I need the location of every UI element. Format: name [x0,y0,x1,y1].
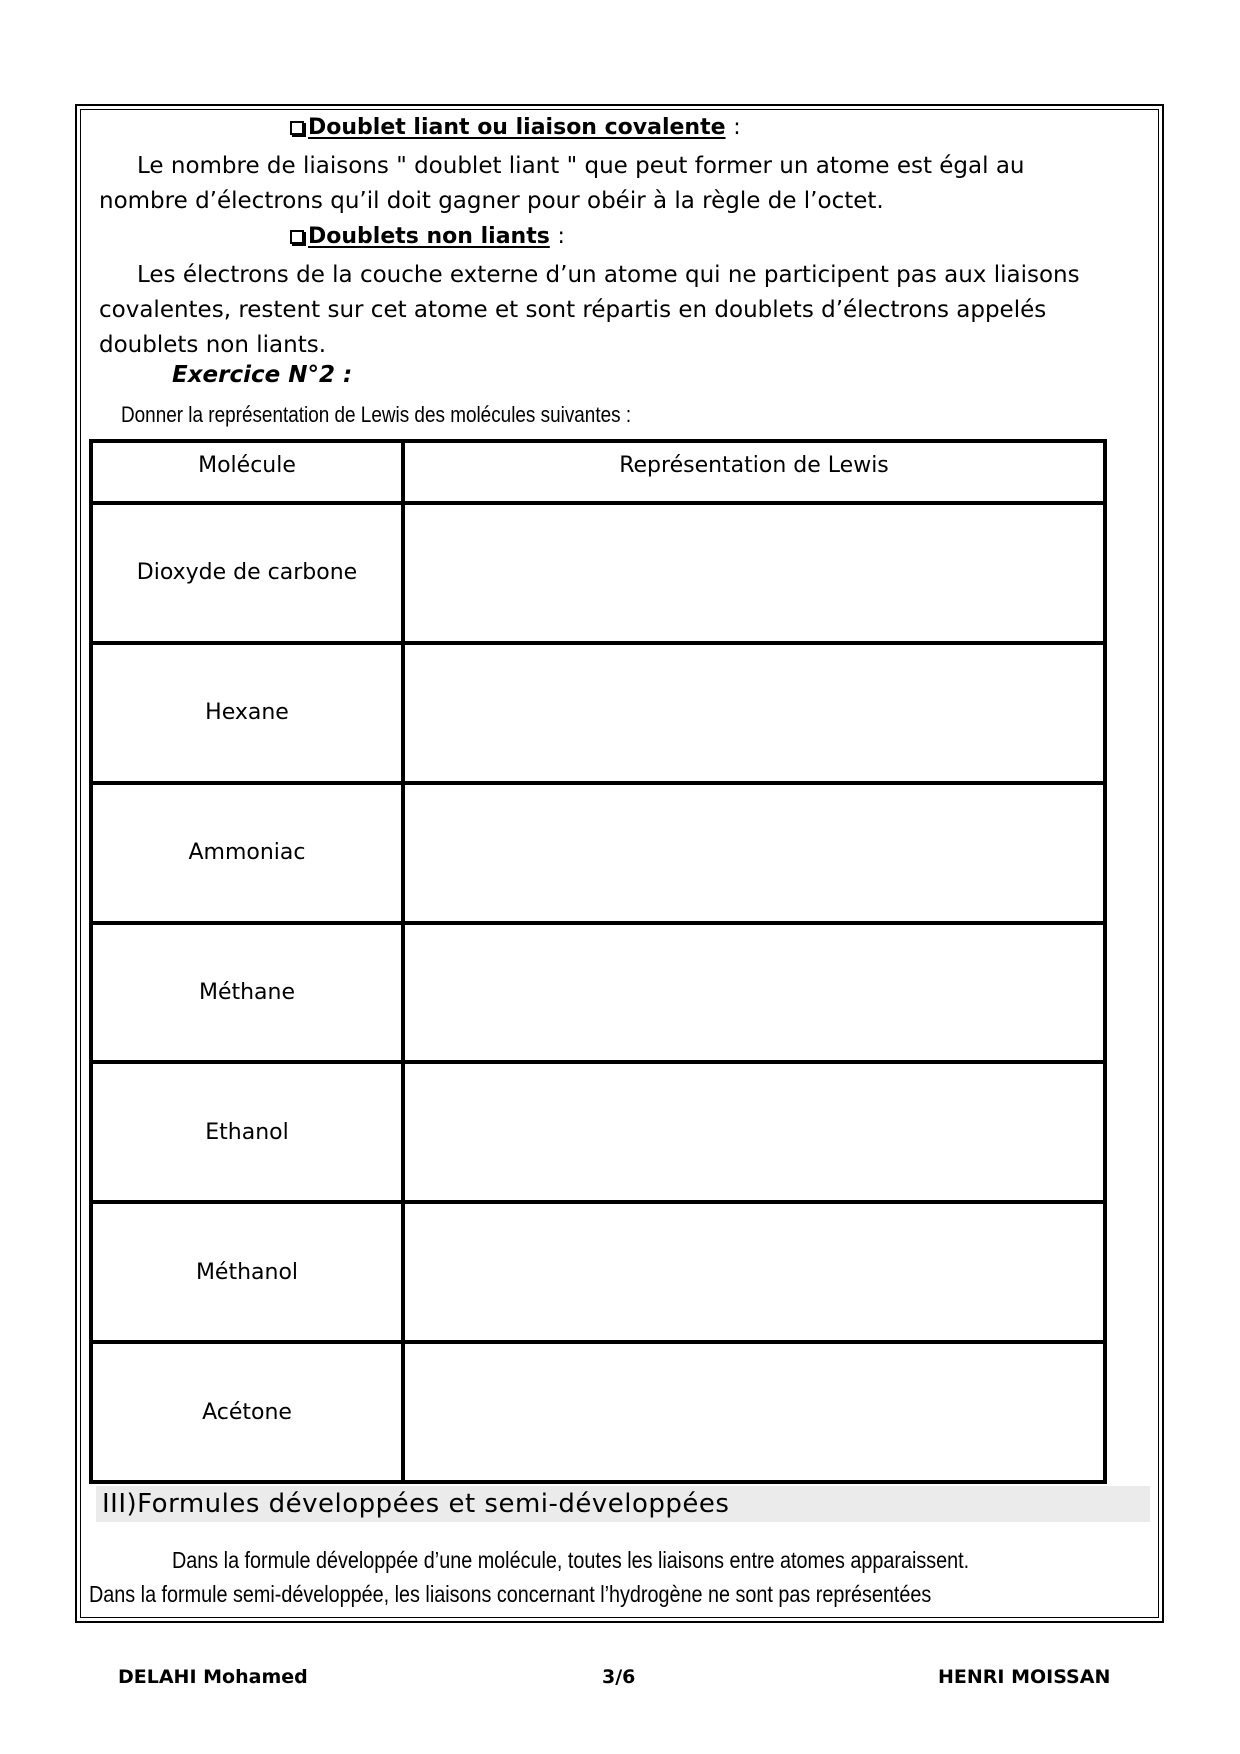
table-header-row [91,441,1105,503]
molecule-cell: Acétone [91,1342,403,1482]
table-row [91,503,1105,643]
footer-school: HENRI MOISSAN [938,1666,1111,1688]
column-header-molecule: Molécule [91,441,403,503]
checkbox-bullet-icon [290,121,304,135]
table-row [91,643,1105,783]
para-doublet-liant-line1: Le nombre de liaisons " doublet liant " que peut former un atome est égal au [137,153,1025,179]
lewis-answer-cell[interactable] [403,1202,1105,1342]
lewis-answer-cell[interactable] [403,503,1105,643]
checkbox-bullet-icon [290,230,304,244]
para-non-liants-line2: covalentes, restent sur cet atome et sont répartis en doublets d’électrons appelés [99,297,1047,323]
heading-colon: : [733,115,741,140]
molecule-cell: Ammoniac [91,783,403,923]
heading-doublet-liant-text: Doublet liant ou liaison covalente [308,115,726,140]
molecule-cell: Dioxyde de carbone [91,503,403,643]
lewis-answer-cell[interactable] [403,923,1105,1063]
section3-line2: Dans la formule semi-développée, les liaisons concernant l’hydrogène ne sont pas représentées [89,1581,932,1607]
table-row [91,1202,1105,1342]
table-row [91,923,1105,1063]
table-row [91,1062,1105,1202]
footer-page-number: 3/6 [602,1666,636,1688]
heading-doublets-non-liants-text: Doublets non liants [308,224,550,249]
heading-doublets-non-liants [290,224,565,249]
molecule-cell: Méthanol [91,1202,403,1342]
para-non-liants-line3: doublets non liants. [99,332,327,358]
molecule-cell: Hexane [91,643,403,783]
para-non-liants-line1: Les électrons de la couche externe d’un atome qui ne participent pas aux liaisons [137,262,1080,288]
footer-author: DELAHI Mohamed [118,1666,308,1688]
lewis-answer-cell[interactable] [403,1062,1105,1202]
column-header-lewis: Représentation de Lewis [403,441,1105,503]
exercise-instruction: Donner la représentation de Lewis des molécules suivantes : [121,402,632,427]
heading-doublet-liant [290,115,741,140]
lewis-table [89,439,1107,1484]
table-row [91,1342,1105,1482]
lewis-answer-cell[interactable] [403,1342,1105,1482]
para-doublet-liant-line2: nombre d’électrons qu’il doit gagner pour obéir à la règle de l’octet. [99,188,884,214]
exercise-title: Exercice N°2 : [172,362,353,388]
table-row [91,783,1105,923]
section-title: III)Formules développées et semi-développées [102,1489,730,1519]
heading-colon: : [557,224,565,249]
lewis-answer-cell[interactable] [403,783,1105,923]
molecule-cell: Ethanol [91,1062,403,1202]
molecule-cell: Méthane [91,923,403,1063]
lewis-answer-cell[interactable] [403,643,1105,783]
section3-line1: Dans la formule développée d’une molécule, toutes les liaisons entre atomes apparaissent. [172,1547,970,1573]
